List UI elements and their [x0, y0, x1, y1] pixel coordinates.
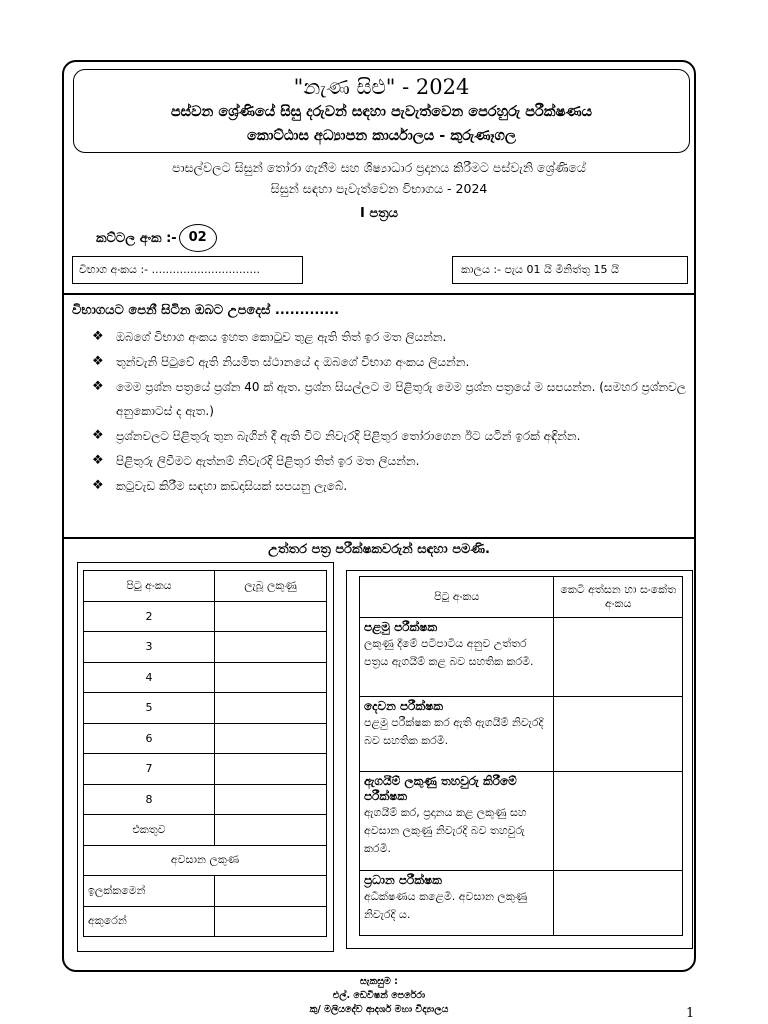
- footer-prepared-by: සැකසුම :: [360, 976, 398, 987]
- table-row: [360, 697, 683, 772]
- final-mark-letters-cell[interactable]: [214, 906, 326, 937]
- office-name: කොට්ඨාස අධ්‍යාපන කාර්යාලය - කුරුණෑගල: [247, 128, 516, 144]
- page-number: 1: [686, 1006, 695, 1021]
- examiners-heading: උත්තර පත්‍ර පරීක්ෂකවරුන් සඳහා පමණි.: [268, 542, 490, 557]
- table-header: කෙටි අත්සන හා සංකේත අංකය: [554, 577, 683, 618]
- list-item: ❖ කටුවැඩ කිරීම සඳහා කඩදාසියක් සපයනු ලැබේ.: [92, 474, 692, 498]
- diamond-bullet-icon: ❖: [92, 329, 104, 344]
- marks-cell[interactable]: [214, 632, 326, 663]
- diamond-bullet-icon: ❖: [92, 428, 104, 443]
- instructions-list: [92, 325, 692, 499]
- table-row: ඉලක්කමෙන්: [84, 876, 327, 907]
- table-row: 8: [84, 784, 327, 815]
- group-number: [96, 224, 217, 252]
- table-row: 7: [84, 754, 327, 785]
- title-box: [73, 69, 690, 153]
- diamond-bullet-icon: ❖: [92, 354, 104, 369]
- list-item: ❖ පිළිතුරු ලිවීමට ඇත්නම් නිවැරදි පිළිතුර තිත් ඉර මත ලියන්න.: [92, 449, 692, 473]
- subtitle-line-1: පාසල්වලට සිසුන් තෝරා ගැනීම සහ ශිෂ්‍යාධාර ප්‍රදානය කිරීමට පස්වැනි ශ්‍රේණියේ: [172, 160, 586, 175]
- table-row: 3: [84, 632, 327, 663]
- group-label: කට්ටල අංක :-: [96, 230, 177, 246]
- examiner-description: ඇගයීම් ලකුණු තහවුරු කිරීමේ පරීක්ෂක ඇගයීම් කර, ප්‍රදානය කළ ලකුණු සහ අවසාන ලකුණු නිවැරදි බව තහවුරු කරමි.: [360, 772, 554, 871]
- diamond-bullet-icon: ❖: [92, 453, 104, 468]
- list-item: ❖ ඔබගේ විභාග අංකය ඉහත කොටුව තුළ ඇති තිත් ඉර මත ලියන්න.: [92, 325, 692, 349]
- exam-description: පස්වන ශ්‍රේණියේ සිසු දරුවන් සඳහා පැවැත්වෙන පෙරහුරු පරීක්ෂණය: [170, 104, 593, 120]
- marks-table: [83, 570, 327, 937]
- table-row: අකුරෙන්: [84, 906, 327, 937]
- time-box: කාලය :- පැය 01 යි මිනිත්තු 15 යි: [452, 256, 688, 284]
- final-mark-numbers-cell[interactable]: [214, 876, 326, 907]
- marks-cell[interactable]: [214, 662, 326, 693]
- signature-cell[interactable]: [554, 871, 683, 936]
- examiner-description: පළමු පරීක්ෂක ලකුණු දීමේ පටිපාටිය අනුව උත්තර පත්‍රය ඇගයීම් කළ බව සහතික කරමි.: [360, 618, 554, 697]
- table-row: [84, 571, 327, 602]
- table-row: [360, 618, 683, 697]
- exam-number-field[interactable]: විභාග අංකය :- ...............................: [72, 256, 303, 284]
- final-mark-label: අවසාන ලකුණ: [84, 845, 327, 876]
- table-row: එකතුව: [84, 815, 327, 846]
- list-item: ❖ මෙම ප්‍රශ්න පත්‍රයේ ප්‍රශ්න 40 ක් ඇත. ප්‍රශ්න සියල්ලට ම පිළිතුරු මෙම ප්‍රශ්න පත්‍රයේ ම සපයන්න. (සමහර ප්‍රශ්නවල අනුකොටස් ද ඇත.): [92, 375, 692, 423]
- diamond-bullet-icon: ❖: [92, 379, 104, 394]
- signature-cell[interactable]: [554, 618, 683, 697]
- divider: [62, 537, 696, 539]
- marks-cell[interactable]: [214, 784, 326, 815]
- signature-cell[interactable]: [554, 697, 683, 772]
- instructions-title: විභාගයට පෙනී සිටින ඔබට උපදෙස් .............: [72, 303, 340, 318]
- examiner-description: දෙවන පරීක්ෂක පළමු පරීක්ෂක කර ඇති ඇගයීම් නිවැරදි බව සහතික කරමි.: [360, 697, 554, 772]
- marks-cell[interactable]: [214, 601, 326, 632]
- marks-cell[interactable]: [214, 723, 326, 754]
- table-header: ලැබූ ලකුණු: [214, 571, 326, 602]
- signature-cell[interactable]: [554, 772, 683, 871]
- table-row: 4: [84, 662, 327, 693]
- total-cell[interactable]: [214, 815, 326, 846]
- table-row: 2: [84, 601, 327, 632]
- table-header: පිටු අංකය: [84, 571, 215, 602]
- group-value: 02: [179, 224, 217, 252]
- paper-number: I පත්‍රය: [359, 206, 399, 221]
- table-row: 5: [84, 693, 327, 724]
- table-row: [360, 772, 683, 871]
- table-row: [360, 577, 683, 618]
- marks-cell[interactable]: [214, 754, 326, 785]
- footer-author: එල්. ඩෙවිෂන් පෙරේරා: [332, 990, 426, 1001]
- table-row: [84, 845, 327, 876]
- list-item: ❖ තුන්වැනි පිටුවේ ඇති නියමිත ස්ථානයේ ද ඔබගේ විභාග අංකය ලියන්න.: [92, 350, 692, 374]
- marks-cell[interactable]: [214, 693, 326, 724]
- list-item: ❖ ප්‍රශ්නවලට පිළිතුරු තුන බැගින් දී ඇති විට නිවැරදි පිළිතුර තෝරාගෙන ඊට යටින් ඉරක් අඳින්න.: [92, 424, 692, 448]
- diamond-bullet-icon: ❖: [92, 478, 104, 493]
- divider: [62, 293, 696, 295]
- footer-school: කු/ මලියදේව ආදර්ශ මහා විද්‍යාලය: [309, 1004, 449, 1015]
- examiner-table: [359, 576, 683, 936]
- examiner-description: ප්‍රධාන පරීක්ෂක අධීක්ෂණය කළෙමි. අවසාන ලකුණු නිවැරදි ය.: [360, 871, 554, 936]
- exam-title: "නැණ සිළු" - 2024: [293, 75, 470, 99]
- table-row: [360, 871, 683, 936]
- subtitle-line-2: සිසුන් සඳහා පැවැත්වෙන විභාගය - 2024: [270, 181, 488, 196]
- table-row: 6: [84, 723, 327, 754]
- table-header: පිටු අංකය: [360, 577, 554, 618]
